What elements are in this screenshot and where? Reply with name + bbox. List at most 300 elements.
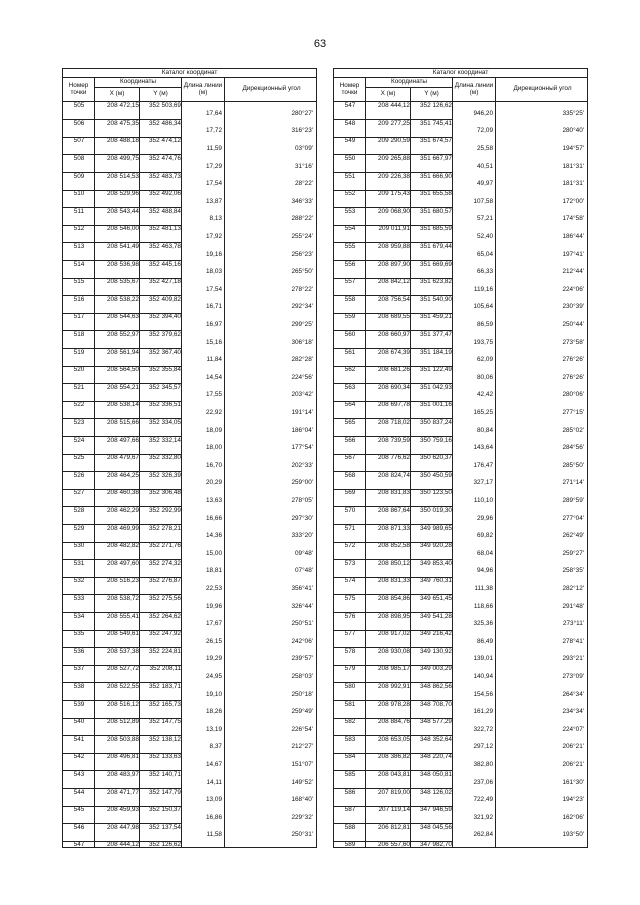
y-coordinate: 351 667,97 bbox=[420, 155, 452, 163]
segment-row bbox=[63, 656, 318, 665]
line-length: 18,03 bbox=[206, 268, 222, 276]
y-coordinate: 352 165,73 bbox=[149, 700, 181, 708]
x-coordinate: 208 522,55 bbox=[107, 683, 139, 691]
table-row bbox=[334, 120, 453, 129]
segment-row bbox=[334, 498, 589, 507]
line-length: 105,64 bbox=[473, 303, 493, 311]
direction-angle: 203°42' bbox=[291, 391, 313, 399]
line-length: 17,64 bbox=[206, 109, 222, 117]
line-length: 176,47 bbox=[473, 461, 493, 469]
segment-row bbox=[334, 111, 589, 120]
direction-angle: 276°26' bbox=[562, 373, 584, 381]
x-coordinate: 208 499,75 bbox=[107, 155, 139, 163]
y-coordinate: 349 853,40 bbox=[420, 559, 452, 567]
table-row bbox=[63, 560, 182, 569]
direction-angle: 271°14' bbox=[562, 479, 584, 487]
segment-row bbox=[334, 832, 589, 841]
table-row bbox=[63, 577, 182, 586]
segment-row bbox=[63, 340, 318, 349]
table-row bbox=[63, 454, 182, 463]
x-coordinate: 208 512,89 bbox=[107, 718, 139, 726]
y-coordinate: 352 379,62 bbox=[149, 331, 181, 339]
segment-row bbox=[334, 533, 589, 542]
point-number: 507 bbox=[73, 137, 85, 145]
segment-row bbox=[63, 621, 318, 630]
table-row bbox=[63, 753, 182, 762]
line-length: 15,00 bbox=[206, 549, 222, 557]
table-row bbox=[63, 208, 182, 217]
line-length: 17,54 bbox=[206, 285, 222, 293]
y-coordinate: 352 126,62 bbox=[420, 102, 452, 110]
table-row bbox=[334, 595, 453, 604]
line-length: 19,10 bbox=[206, 690, 222, 698]
y-coordinate: 351 666,90 bbox=[420, 172, 452, 180]
y-coordinate: 352 224,81 bbox=[149, 647, 181, 655]
y-coordinate: 352 140,71 bbox=[149, 771, 181, 779]
point-number: 560 bbox=[344, 331, 356, 339]
line-length: 722,49 bbox=[473, 796, 493, 804]
segment-row bbox=[63, 216, 318, 225]
segment-row bbox=[334, 181, 589, 190]
table-header bbox=[62, 68, 317, 102]
x-coordinate: 208 959,88 bbox=[378, 243, 410, 251]
line-length: 80,84 bbox=[477, 426, 493, 434]
line-length: 62,09 bbox=[477, 356, 493, 364]
direction-angle: 151°07' bbox=[291, 761, 313, 768]
table-row bbox=[63, 384, 182, 393]
line-length: 86,49 bbox=[477, 637, 493, 645]
table-row bbox=[63, 401, 182, 410]
y-coordinate: 348 045,56 bbox=[420, 823, 452, 831]
segment-row bbox=[334, 445, 589, 454]
segment-row bbox=[334, 322, 589, 331]
segment-row bbox=[63, 604, 318, 613]
y-coordinate: 352 133,63 bbox=[149, 753, 181, 761]
point-number: 536 bbox=[73, 647, 85, 655]
y-coordinate: 351 459,21 bbox=[420, 313, 452, 321]
x-coordinate: 208 475,35 bbox=[107, 119, 139, 127]
line-length: 40,51 bbox=[477, 162, 493, 170]
line-length: 382,80 bbox=[473, 761, 493, 768]
line-length: 18,09 bbox=[206, 426, 222, 434]
point-number: 548 bbox=[344, 119, 356, 127]
direction-angle: 288°22' bbox=[291, 215, 313, 223]
y-coordinate: 352 306,48 bbox=[149, 489, 181, 497]
x-coordinate: 208 541,49 bbox=[107, 243, 139, 251]
x-coordinate: 208 459,93 bbox=[107, 806, 139, 814]
y-coordinate: 348 708,70 bbox=[420, 700, 452, 708]
x-coordinate: 208 552,97 bbox=[107, 331, 139, 339]
table-row bbox=[334, 718, 453, 727]
point-number: 589 bbox=[344, 841, 356, 849]
segment-row bbox=[63, 692, 318, 701]
point-number: 508 bbox=[73, 155, 85, 163]
segment-row bbox=[63, 516, 318, 525]
segment-row bbox=[63, 815, 318, 824]
table-row bbox=[334, 472, 453, 481]
table-row bbox=[63, 736, 182, 745]
line-length: 322,72 bbox=[473, 725, 493, 733]
x-coordinate: 208 537,38 bbox=[107, 647, 139, 655]
point-number: 543 bbox=[73, 771, 85, 779]
table-row bbox=[63, 172, 182, 181]
direction-angle: 226°54' bbox=[291, 725, 313, 733]
line-length: 321,92 bbox=[473, 813, 493, 821]
direction-angle: 181°31' bbox=[562, 162, 584, 170]
point-number: 583 bbox=[344, 735, 356, 743]
point-number: 575 bbox=[344, 595, 356, 603]
direction-angle: 289°59' bbox=[562, 497, 584, 504]
x-coordinate: 209 277,25 bbox=[378, 119, 410, 127]
point-number: 515 bbox=[73, 278, 85, 286]
point-number: 556 bbox=[344, 260, 356, 268]
point-number: 565 bbox=[344, 419, 356, 427]
segment-row bbox=[334, 357, 589, 366]
line-length: 139,01 bbox=[473, 655, 493, 663]
point-number: 558 bbox=[344, 295, 356, 303]
y-coordinate: 348 050,81 bbox=[420, 771, 452, 779]
direction-angle: 280°40' bbox=[562, 127, 584, 135]
x-coordinate: 208 852,58 bbox=[378, 542, 410, 550]
direction-angle: 316°23' bbox=[291, 127, 313, 135]
point-number: 519 bbox=[73, 348, 85, 356]
line-length: 165,25 bbox=[473, 409, 493, 416]
x-coordinate: 208 538,72 bbox=[107, 595, 139, 603]
table-header bbox=[333, 68, 588, 102]
line-length: 86,59 bbox=[477, 321, 493, 328]
table-row bbox=[334, 771, 453, 780]
direction-angle: 28°22' bbox=[295, 180, 313, 188]
table-row bbox=[334, 296, 453, 305]
point-number: 514 bbox=[73, 260, 85, 268]
y-coordinate: 350 450,59 bbox=[420, 471, 452, 479]
table-row bbox=[334, 260, 453, 269]
x-coordinate: 208 538,14 bbox=[107, 401, 139, 409]
direction-angle: 255°24' bbox=[291, 233, 313, 240]
x-coordinate: 208 842,12 bbox=[378, 278, 410, 286]
point-number: 581 bbox=[344, 700, 356, 708]
point-number: 544 bbox=[73, 788, 85, 796]
segment-row bbox=[63, 797, 318, 806]
x-coordinate: 208 564,50 bbox=[107, 366, 139, 374]
table-row bbox=[63, 260, 182, 269]
line-length: 18,26 bbox=[206, 708, 222, 716]
x-coordinate: 208 884,76 bbox=[378, 718, 410, 726]
direction-angle: 273°09' bbox=[562, 673, 584, 680]
y-coordinate: 352 126,62 bbox=[149, 841, 181, 849]
point-number: 574 bbox=[344, 577, 356, 585]
direction-angle: 299°25' bbox=[291, 321, 313, 328]
line-length: 94,96 bbox=[477, 567, 493, 575]
segment-row bbox=[334, 234, 589, 243]
segment-row bbox=[334, 287, 589, 296]
table-row bbox=[334, 736, 453, 745]
segment-row bbox=[63, 146, 318, 155]
direction-angle: 333°20' bbox=[291, 532, 313, 540]
table-row bbox=[63, 419, 182, 428]
line-length: 8,13 bbox=[209, 215, 222, 223]
table-row bbox=[63, 507, 182, 516]
table-row bbox=[334, 155, 453, 164]
y-coordinate: 352 336,51 bbox=[149, 401, 181, 409]
line-length: 14,36 bbox=[206, 532, 222, 540]
y-coordinate: 351 685,59 bbox=[420, 225, 452, 233]
x-coordinate: 208 515,66 bbox=[107, 419, 139, 427]
point-number: 547 bbox=[73, 841, 85, 849]
line-length: 16,71 bbox=[206, 303, 222, 311]
line-length: 17,72 bbox=[206, 127, 222, 135]
line-length: 161,29 bbox=[473, 708, 493, 716]
direction-angle: 229°32' bbox=[291, 813, 313, 821]
segment-row bbox=[334, 428, 589, 437]
point-number: 554 bbox=[344, 225, 356, 233]
direction-angle: 250°18' bbox=[291, 690, 313, 698]
point-number: 585 bbox=[344, 771, 356, 779]
x-coordinate: 208 529,96 bbox=[107, 190, 139, 198]
coordinate-catalog-table-left bbox=[62, 68, 317, 848]
y-coordinate: 349 920,28 bbox=[420, 542, 452, 550]
table-row bbox=[334, 489, 453, 498]
point-number: 539 bbox=[73, 700, 85, 708]
direction-angle: 250°44' bbox=[562, 321, 584, 328]
table-row bbox=[334, 612, 453, 621]
point-number: 530 bbox=[73, 542, 85, 550]
point-number: 552 bbox=[344, 190, 356, 198]
point-number: 580 bbox=[344, 683, 356, 691]
length-header: Длина линии (м) bbox=[453, 78, 496, 101]
x-coordinate: 208 854,86 bbox=[378, 595, 410, 603]
y-coordinate: 348 577,29 bbox=[420, 718, 452, 726]
x-coordinate: 208 554,21 bbox=[107, 383, 139, 391]
table-row bbox=[334, 507, 453, 516]
table-row bbox=[63, 542, 182, 551]
point-number: 562 bbox=[344, 366, 356, 374]
segment-row bbox=[334, 146, 589, 155]
x-coordinate: 208 756,54 bbox=[378, 295, 410, 303]
point-number: 509 bbox=[73, 172, 85, 180]
y-coordinate: 352 488,84 bbox=[149, 207, 181, 215]
x-coordinate: 208 444,12 bbox=[107, 841, 139, 849]
segment-row bbox=[334, 815, 589, 824]
y-coordinate: 350 837,24 bbox=[420, 419, 452, 427]
x-coordinate: 208 690,34 bbox=[378, 383, 410, 391]
direction-angle: 356°41' bbox=[291, 585, 313, 592]
x-coordinate: 208 555,41 bbox=[107, 612, 139, 620]
x-coordinate: 208 831,83 bbox=[378, 489, 410, 497]
line-length: 118,66 bbox=[473, 602, 493, 610]
line-length: 26,15 bbox=[206, 637, 222, 645]
table-row bbox=[334, 243, 453, 252]
point-number: 577 bbox=[344, 630, 356, 638]
table-row bbox=[334, 225, 453, 234]
table-row bbox=[63, 612, 182, 621]
segment-row bbox=[63, 780, 318, 789]
x-coordinate: 208 850,12 bbox=[378, 559, 410, 567]
table-row bbox=[334, 278, 453, 287]
direction-angle: 284°56' bbox=[562, 444, 584, 452]
direction-angle: 282°28' bbox=[291, 356, 313, 364]
table-row bbox=[334, 841, 453, 850]
direction-angle: 335°25' bbox=[562, 109, 584, 117]
direction-angle: 242°06' bbox=[291, 637, 313, 645]
point-number: 564 bbox=[344, 401, 356, 409]
table-body bbox=[62, 102, 317, 848]
y-coordinate: 351 674,57 bbox=[420, 137, 452, 145]
point-number: 516 bbox=[73, 295, 85, 303]
table-row bbox=[334, 190, 453, 199]
point-number: 528 bbox=[73, 507, 85, 515]
table-row bbox=[63, 489, 182, 498]
direction-angle: 258°35' bbox=[562, 567, 584, 575]
point-number: 567 bbox=[344, 454, 356, 462]
line-length: 72,09 bbox=[477, 127, 493, 135]
direction-angle: 191°14' bbox=[291, 409, 313, 416]
direction-angle: 186°44' bbox=[562, 233, 584, 240]
y-coordinate: 352 137,54 bbox=[149, 823, 181, 831]
y-coordinate: 352 345,57 bbox=[149, 383, 181, 391]
point-number: 513 bbox=[73, 243, 85, 251]
point-number: 527 bbox=[73, 489, 85, 497]
segment-row bbox=[334, 621, 589, 630]
table-row bbox=[63, 331, 182, 340]
table-row bbox=[334, 630, 453, 639]
y-coordinate: 351 655,58 bbox=[420, 190, 452, 198]
table-row bbox=[63, 102, 182, 111]
x-coordinate: 209 265,88 bbox=[378, 155, 410, 163]
segment-row bbox=[334, 269, 589, 278]
y-coordinate: 352 367,40 bbox=[149, 348, 181, 356]
point-number: 547 bbox=[344, 102, 356, 110]
line-length: 11,59 bbox=[206, 145, 222, 152]
y-coordinate: 352 271,76 bbox=[149, 542, 181, 550]
y-coordinate: 352 147,75 bbox=[149, 718, 181, 726]
x-coordinate: 208 681,26 bbox=[378, 366, 410, 374]
table-row bbox=[63, 824, 182, 833]
direction-angle: 273°58' bbox=[562, 338, 584, 346]
point-number: 553 bbox=[344, 207, 356, 215]
direction-angle: 168°40' bbox=[291, 796, 313, 804]
line-length: 237,06 bbox=[473, 778, 493, 786]
point-number: 545 bbox=[73, 806, 85, 814]
direction-angle: 250°31' bbox=[291, 831, 313, 839]
table-body bbox=[333, 102, 588, 848]
line-length: 80,06 bbox=[477, 373, 493, 381]
line-length: 66,33 bbox=[477, 268, 493, 276]
line-length: 68,04 bbox=[477, 549, 493, 557]
x-coordinate: 208 503,88 bbox=[107, 735, 139, 743]
table-row bbox=[63, 225, 182, 234]
table-row bbox=[63, 806, 182, 815]
y-coordinate: 351 377,47 bbox=[420, 331, 452, 339]
segment-row bbox=[63, 199, 318, 208]
x-coordinate: 208 464,25 bbox=[107, 471, 139, 479]
point-number: 576 bbox=[344, 612, 356, 620]
direction-angle: 161°30' bbox=[562, 778, 584, 786]
angle-header: Дирекционный угол bbox=[513, 85, 572, 93]
line-length: 262,84 bbox=[473, 831, 493, 839]
point-number: 531 bbox=[73, 559, 85, 567]
segment-row bbox=[63, 586, 318, 595]
point-number: 511 bbox=[73, 207, 85, 215]
direction-angle: 259°27' bbox=[562, 549, 584, 557]
x-coordinate: 208 697,78 bbox=[378, 401, 410, 409]
y-coordinate: 349 003,29 bbox=[420, 665, 452, 673]
line-length: 29,96 bbox=[477, 514, 493, 522]
segment-row bbox=[334, 199, 589, 208]
direction-angle: 259°49' bbox=[291, 708, 313, 716]
segment-row bbox=[63, 111, 318, 120]
segment-row bbox=[334, 586, 589, 595]
y-coordinate: 352 150,37 bbox=[149, 806, 181, 814]
y-header: Y (м) bbox=[411, 88, 453, 101]
table-row bbox=[63, 472, 182, 481]
point-number: 549 bbox=[344, 137, 356, 145]
table-row bbox=[63, 683, 182, 692]
x-coordinate: 208 831,33 bbox=[378, 577, 410, 585]
point-number: 520 bbox=[73, 366, 85, 374]
direction-angle: 07°48' bbox=[295, 567, 313, 575]
coordinates-header: Координаты bbox=[95, 78, 182, 88]
segment-row bbox=[63, 533, 318, 542]
direction-angle: 259°00' bbox=[291, 479, 313, 487]
direction-angle: 280°27' bbox=[291, 109, 313, 117]
point-number: 542 bbox=[73, 753, 85, 761]
segment-row bbox=[63, 463, 318, 472]
y-coordinate: 348 352,64 bbox=[420, 735, 452, 743]
y-coordinate: 351 680,57 bbox=[420, 207, 452, 215]
y-coordinate: 347 946,59 bbox=[420, 806, 452, 814]
point-number: 526 bbox=[73, 471, 85, 479]
point-number: 546 bbox=[73, 823, 85, 831]
y-coordinate: 352 138,12 bbox=[149, 735, 181, 743]
line-length: 52,40 bbox=[477, 233, 493, 240]
point-number: 561 bbox=[344, 348, 356, 356]
x-coordinate: 208 497,66 bbox=[107, 436, 139, 444]
x-coordinate: 208 549,61 bbox=[107, 630, 139, 638]
y-coordinate: 352 427,18 bbox=[149, 278, 181, 286]
point-number: 566 bbox=[344, 436, 356, 444]
direction-angle: 262°49' bbox=[562, 532, 584, 540]
direction-angle: 197°41' bbox=[562, 250, 584, 258]
table-row bbox=[334, 824, 453, 833]
line-length: 15,16 bbox=[206, 338, 222, 346]
x-coordinate: 208 930,08 bbox=[378, 647, 410, 655]
line-length: 193,75 bbox=[473, 338, 493, 346]
point-number: 541 bbox=[73, 735, 85, 743]
x-coordinate: 208 462,29 bbox=[107, 507, 139, 515]
y-header: Y (м) bbox=[140, 88, 182, 101]
line-length: 297,12 bbox=[473, 743, 493, 751]
line-length: 14,67 bbox=[206, 761, 222, 768]
segment-row bbox=[334, 375, 589, 384]
direction-angle: 239°57' bbox=[291, 655, 313, 663]
x-coordinate: 208 469,99 bbox=[107, 524, 139, 532]
line-length: 13,87 bbox=[206, 197, 222, 205]
point-number: 555 bbox=[344, 243, 356, 251]
x-coordinate: 208 527,72 bbox=[107, 665, 139, 673]
y-coordinate: 352 292,99 bbox=[149, 507, 181, 515]
y-coordinate: 350 123,50 bbox=[420, 489, 452, 497]
y-coordinate: 351 669,69 bbox=[420, 260, 452, 268]
table-row bbox=[63, 278, 182, 287]
direction-angle: 250°51' bbox=[291, 620, 313, 628]
point-number: 569 bbox=[344, 489, 356, 497]
segment-row bbox=[63, 164, 318, 173]
direction-angle: 277°15' bbox=[562, 409, 584, 416]
table-row bbox=[334, 208, 453, 217]
x-coordinate: 208 978,28 bbox=[378, 700, 410, 708]
table-row bbox=[63, 524, 182, 533]
